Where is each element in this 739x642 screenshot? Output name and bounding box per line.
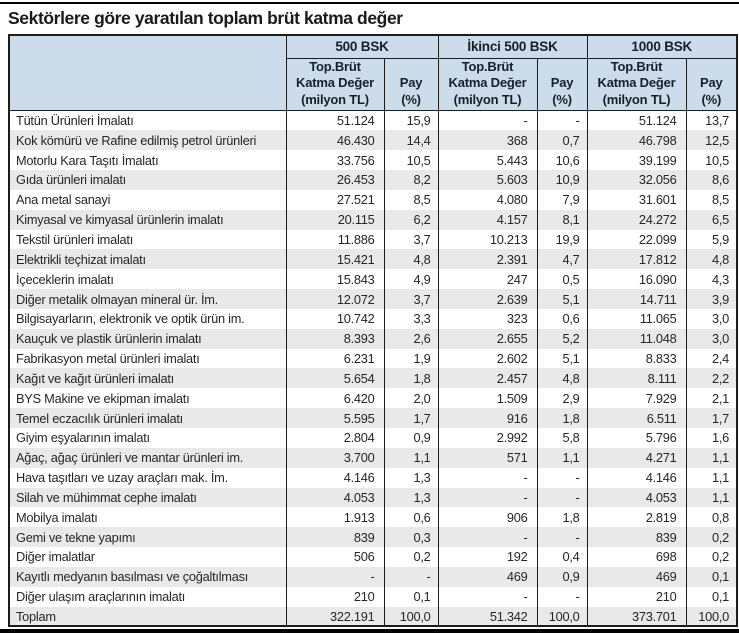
column-group-ikinci-500bsk: İkinci 500 BSK (438, 35, 587, 58)
value-ikinci500bsk: - (438, 527, 537, 547)
share-ikinci500bsk: 8,1 (537, 210, 587, 230)
share-ikinci500bsk: - (537, 111, 587, 131)
value-ikinci500bsk: 192 (438, 547, 537, 567)
value-1000bsk: 210 (587, 587, 686, 607)
share-500bsk: 0,1 (384, 587, 438, 607)
value-ikinci500bsk: 2.639 (438, 289, 537, 309)
share-ikinci500bsk: 0,6 (537, 309, 587, 329)
sector-name: Kok kömürü ve Rafine edilmiş petrol ürünleri (9, 130, 286, 150)
share-500bsk: - (384, 567, 438, 587)
table-row (9, 587, 737, 607)
value-ikinci500bsk: - (438, 111, 537, 131)
share-1000bsk: 1,1 (686, 448, 737, 468)
share-500bsk: 1,9 (384, 349, 438, 369)
share-ikinci500bsk: 100,0 (537, 607, 587, 627)
column-group-row (9, 35, 737, 58)
table-row (9, 309, 737, 329)
share-ikinci500bsk: 1,8 (537, 507, 587, 527)
sector-name: Silah ve mühimmat cephe imalatı (9, 488, 286, 508)
table-row (9, 527, 737, 547)
value-ikinci500bsk: 1.509 (438, 388, 537, 408)
value-ikinci500bsk: 469 (438, 567, 537, 587)
share-1000bsk: 2,1 (686, 388, 737, 408)
column-group-500bsk: 500 BSK (286, 35, 438, 58)
value-500bsk: 210 (286, 587, 384, 607)
share-1000bsk: 4,3 (686, 269, 737, 289)
header-line: (milyon TL) (602, 91, 671, 107)
table-row (9, 507, 737, 527)
value-500bsk: 15.421 (286, 249, 384, 269)
value-1000bsk: 4.053 (587, 488, 686, 508)
header-line: Pay (700, 75, 723, 90)
value-1000bsk: 22.099 (587, 230, 686, 250)
share-1000bsk: 5,9 (686, 230, 737, 250)
value-ikinci500bsk: 906 (438, 507, 537, 527)
header-line: Top.Brüt (610, 58, 663, 74)
page-title: Sektörlere göre yaratılan toplam brüt katma değer (8, 8, 403, 28)
table-row (9, 130, 737, 150)
value-ikinci500bsk: 368 (438, 130, 537, 150)
share-ikinci500bsk: - (537, 587, 587, 607)
share-500bsk: 1,8 (384, 368, 438, 388)
value-ikinci500bsk: 4.080 (438, 190, 537, 210)
share-ikinci500bsk: 4,7 (537, 249, 587, 269)
table-row (9, 408, 737, 428)
table-row (9, 210, 737, 230)
header-line: Katma Değer (448, 75, 527, 90)
value-ikinci500bsk: 2.992 (438, 428, 537, 448)
share-ikinci500bsk: - (537, 468, 587, 488)
value-1000bsk: 39.199 (587, 150, 686, 170)
value-500bsk: 51.124 (286, 111, 384, 131)
header-line: Top.Brüt (309, 58, 361, 74)
share-500bsk: 3,3 (384, 309, 438, 329)
sector-name: Temel eczacılık ürünleri imalatı (9, 408, 286, 428)
share-1000bsk: 0,1 (686, 567, 737, 587)
sector-name: Hava taşıtları ve uzay araçları mak. İm. (9, 468, 286, 488)
table-row (9, 547, 737, 567)
value-500bsk: 20.115 (286, 210, 384, 230)
value-ikinci500bsk: 2.602 (438, 349, 537, 369)
value-ikinci500bsk: - (438, 488, 537, 508)
table-row (9, 468, 737, 488)
header-line: Katma Değer (597, 75, 676, 90)
sector-name: Motorlu Kara Taşıtı İmalatı (9, 150, 286, 170)
value-500bsk: 11.886 (286, 230, 384, 250)
value-1000bsk: 839 (587, 527, 686, 547)
header-1000bsk-share (686, 58, 737, 111)
share-500bsk: 4,9 (384, 269, 438, 289)
value-ikinci500bsk: 2.391 (438, 249, 537, 269)
header-line: Pay (550, 75, 574, 90)
sector-name: Bilgisayarların, elektronik ve optik ürün im. (9, 309, 286, 329)
bottom-rule (0, 629, 739, 633)
share-ikinci500bsk: 19,9 (537, 230, 587, 250)
value-ikinci500bsk: - (438, 587, 537, 607)
header-line: Top.Brüt (461, 58, 514, 74)
value-500bsk: 46.430 (286, 130, 384, 150)
share-ikinci500bsk: 5,1 (537, 289, 587, 309)
share-ikinci500bsk: 10,6 (537, 150, 587, 170)
share-1000bsk: 10,5 (686, 150, 737, 170)
value-ikinci500bsk: 2.457 (438, 368, 537, 388)
table-row (9, 150, 737, 170)
share-ikinci500bsk: 5,2 (537, 329, 587, 349)
value-500bsk: 5.595 (286, 408, 384, 428)
sector-name: Elektrikli teçhizat imalatı (9, 249, 286, 269)
value-1000bsk: 4.271 (587, 448, 686, 468)
value-1000bsk: 14.711 (587, 289, 686, 309)
sector-name: Ana metal sanayi (9, 190, 286, 210)
value-500bsk: 2.804 (286, 428, 384, 448)
share-ikinci500bsk: 4,8 (537, 368, 587, 388)
share-1000bsk: 1,1 (686, 488, 737, 508)
share-1000bsk: 0,2 (686, 547, 737, 567)
header-line: (%) (401, 91, 421, 107)
value-1000bsk: 8.111 (587, 368, 686, 388)
share-1000bsk: 3,9 (686, 289, 737, 309)
share-ikinci500bsk: 5,8 (537, 428, 587, 448)
share-500bsk: 0,6 (384, 507, 438, 527)
share-500bsk: 1,1 (384, 448, 438, 468)
header-line: Pay (399, 75, 423, 90)
share-500bsk: 6,2 (384, 210, 438, 230)
share-1000bsk: 0,2 (686, 527, 737, 547)
share-500bsk: 8,5 (384, 190, 438, 210)
sector-name: Kağıt ve kağıt ürünleri imalatı (9, 368, 286, 388)
value-ikinci500bsk: 10.213 (438, 230, 537, 250)
value-1000bsk: 17.812 (587, 249, 686, 269)
value-1000bsk: 8.833 (587, 349, 686, 369)
sector-name: Fabrikasyon metal ürünleri imalatı (9, 349, 286, 369)
table-header (9, 35, 737, 111)
header-1000bsk-value (587, 58, 686, 111)
share-1000bsk: 8,5 (686, 190, 737, 210)
sector-name: Giyim eşyalarının imalatı (9, 428, 286, 448)
value-1000bsk: 51.124 (587, 111, 686, 131)
value-1000bsk: 31.601 (587, 190, 686, 210)
value-1000bsk: 5.796 (587, 428, 686, 448)
value-1000bsk: 24.272 (587, 210, 686, 230)
share-1000bsk: 1,7 (686, 408, 737, 428)
table-row (9, 388, 737, 408)
value-1000bsk: 6.511 (587, 408, 686, 428)
value-500bsk: 3.700 (286, 448, 384, 468)
sector-name: Gemi ve tekne yapımı (9, 527, 286, 547)
value-500bsk: 4.053 (286, 488, 384, 508)
value-500bsk: 26.453 (286, 170, 384, 190)
table-row (9, 368, 737, 388)
sector-name: Kauçuk ve plastik ürünlerin imalatı (9, 329, 286, 349)
table-row (9, 488, 737, 508)
share-ikinci500bsk: 1,8 (537, 408, 587, 428)
value-500bsk: 33.756 (286, 150, 384, 170)
header-line: (milyon TL) (453, 91, 522, 107)
value-500bsk: 15.843 (286, 269, 384, 289)
share-1000bsk: 100,0 (686, 607, 737, 627)
value-500bsk: 10.742 (286, 309, 384, 329)
value-500bsk: 8.393 (286, 329, 384, 349)
value-500bsk: 6.231 (286, 349, 384, 369)
header-ikinci500bsk-value (438, 58, 537, 111)
table-row (9, 111, 737, 131)
value-500bsk: 1.913 (286, 507, 384, 527)
header-500bsk-share (384, 58, 438, 111)
table-row (9, 329, 737, 349)
value-1000bsk: 4.146 (587, 468, 686, 488)
value-ikinci500bsk: 323 (438, 309, 537, 329)
value-1000bsk: 46.798 (587, 130, 686, 150)
table-row (9, 170, 737, 190)
value-500bsk: 6.420 (286, 388, 384, 408)
share-ikinci500bsk: 7,9 (537, 190, 587, 210)
table-row (9, 249, 737, 269)
share-ikinci500bsk: 10,9 (537, 170, 587, 190)
sector-name: Diğer ulaşım araçlarının imalatı (9, 587, 286, 607)
share-500bsk: 10,5 (384, 150, 438, 170)
share-1000bsk: 2,4 (686, 349, 737, 369)
value-ikinci500bsk: 916 (438, 408, 537, 428)
share-1000bsk: 8,6 (686, 170, 737, 190)
sector-name: Kimyasal ve kimyasal ürünlerin imalatı (9, 210, 286, 230)
share-500bsk: 100,0 (384, 607, 438, 627)
sector-name: Kayıtlı medyanın basılması ve çoğaltılması (9, 567, 286, 587)
column-group-1000bsk: 1000 BSK (587, 35, 737, 58)
share-ikinci500bsk: 5,1 (537, 349, 587, 369)
table-body (9, 111, 737, 627)
value-ikinci500bsk: 247 (438, 269, 537, 289)
share-ikinci500bsk: 0,4 (537, 547, 587, 567)
value-500bsk: 506 (286, 547, 384, 567)
sector-name: Ağaç, ağaç ürünleri ve mantar ürünleri im. (9, 448, 286, 468)
value-500bsk: 4.146 (286, 468, 384, 488)
value-500bsk: - (286, 567, 384, 587)
value-ikinci500bsk: - (438, 468, 537, 488)
share-1000bsk: 1,6 (686, 428, 737, 448)
corner-cell (9, 35, 286, 111)
value-1000bsk: 469 (587, 567, 686, 587)
value-500bsk: 5.654 (286, 368, 384, 388)
value-ikinci500bsk: 571 (438, 448, 537, 468)
table-row (9, 190, 737, 210)
share-1000bsk: 12,5 (686, 130, 737, 150)
share-500bsk: 2,0 (384, 388, 438, 408)
value-1000bsk: 32.056 (587, 170, 686, 190)
sector-name: BYS Makine ve ekipman imalatı (9, 388, 286, 408)
value-500bsk: 322.191 (286, 607, 384, 627)
share-ikinci500bsk: 0,9 (537, 567, 587, 587)
sector-name: Tütün Ürünleri İmalatı (9, 111, 286, 131)
share-500bsk: 3,7 (384, 289, 438, 309)
share-500bsk: 1,3 (384, 488, 438, 508)
share-ikinci500bsk: 0,7 (537, 130, 587, 150)
value-ikinci500bsk: 2.655 (438, 329, 537, 349)
sector-name: Diğer imalatlar (9, 547, 286, 567)
share-500bsk: 0,2 (384, 547, 438, 567)
share-500bsk: 8,2 (384, 170, 438, 190)
sectors-gva-table (8, 34, 738, 627)
value-500bsk: 839 (286, 527, 384, 547)
sector-name: Toplam (9, 607, 286, 627)
value-1000bsk: 11.065 (587, 309, 686, 329)
sector-name: Diğer metalik olmayan mineral ür. İm. (9, 289, 286, 309)
share-ikinci500bsk: 2,9 (537, 388, 587, 408)
share-1000bsk: 4,8 (686, 249, 737, 269)
value-500bsk: 12.072 (286, 289, 384, 309)
sector-name: Tekstil ürünleri imalatı (9, 230, 286, 250)
sector-name: İçeceklerin imalatı (9, 269, 286, 289)
sector-name: Gıda ürünleri imalatı (9, 170, 286, 190)
share-1000bsk: 1,1 (686, 468, 737, 488)
table-row (9, 269, 737, 289)
share-500bsk: 1,7 (384, 408, 438, 428)
share-1000bsk: 6,5 (686, 210, 737, 230)
header-line: (%) (552, 91, 572, 107)
share-1000bsk: 2,2 (686, 368, 737, 388)
value-500bsk: 27.521 (286, 190, 384, 210)
value-ikinci500bsk: 5.443 (438, 150, 537, 170)
value-ikinci500bsk: 51.342 (438, 607, 537, 627)
value-1000bsk: 11.048 (587, 329, 686, 349)
table-row (9, 428, 737, 448)
share-1000bsk: 3,0 (686, 309, 737, 329)
top-rule (0, 2, 739, 4)
share-ikinci500bsk: 0,5 (537, 269, 587, 289)
table-row (9, 349, 737, 369)
share-1000bsk: 0,8 (686, 507, 737, 527)
share-500bsk: 14,4 (384, 130, 438, 150)
value-1000bsk: 16.090 (587, 269, 686, 289)
share-1000bsk: 13,7 (686, 111, 737, 131)
header-500bsk-value (286, 58, 384, 111)
header-line: (%) (701, 91, 722, 107)
value-1000bsk: 698 (587, 547, 686, 567)
share-500bsk: 4,8 (384, 249, 438, 269)
share-500bsk: 2,6 (384, 329, 438, 349)
table-row (9, 230, 737, 250)
share-500bsk: 0,3 (384, 527, 438, 547)
sector-name: Mobilya imalatı (9, 507, 286, 527)
share-500bsk: 15,9 (384, 111, 438, 131)
header-line: Katma Değer (296, 75, 374, 90)
share-500bsk: 0,9 (384, 428, 438, 448)
share-1000bsk: 0,1 (686, 587, 737, 607)
value-1000bsk: 2.819 (587, 507, 686, 527)
table-row (9, 567, 737, 587)
share-500bsk: 1,3 (384, 468, 438, 488)
value-1000bsk: 373.701 (587, 607, 686, 627)
value-ikinci500bsk: 4.157 (438, 210, 537, 230)
share-500bsk: 3,7 (384, 230, 438, 250)
table-row (9, 448, 737, 468)
share-ikinci500bsk: 1,1 (537, 448, 587, 468)
value-ikinci500bsk: 5.603 (438, 170, 537, 190)
value-1000bsk: 7.929 (587, 388, 686, 408)
total-row (9, 607, 737, 627)
table-row (9, 289, 737, 309)
share-ikinci500bsk: - (537, 527, 587, 547)
header-line: (milyon TL) (301, 91, 369, 107)
header-ikinci500bsk-share (537, 58, 587, 111)
share-1000bsk: 3,0 (686, 329, 737, 349)
share-ikinci500bsk: - (537, 488, 587, 508)
